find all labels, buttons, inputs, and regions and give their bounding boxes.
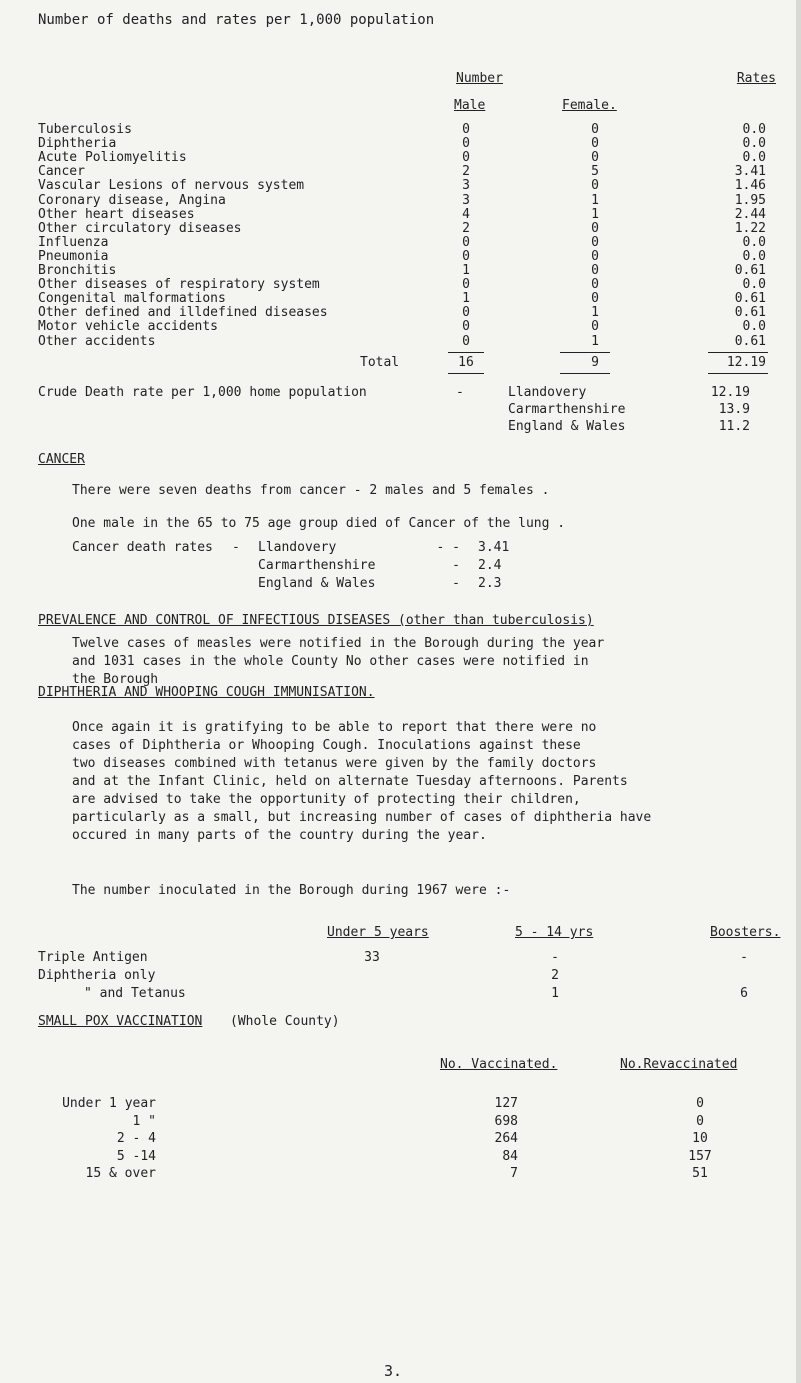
cause-label: Influenza: [38, 234, 109, 250]
female-count: 1: [591, 333, 599, 349]
cause-label: Congenital malformations: [38, 291, 226, 307]
inoculated-line: The number inoculated in the Borough during 1967 were :-: [72, 883, 511, 898]
male-count: 0: [462, 150, 470, 166]
female-count: 0: [591, 220, 599, 236]
cause-label: Cancer: [38, 164, 85, 180]
cause-label: Other circulatory diseases: [38, 220, 242, 236]
cancer-heading: CANCER: [38, 452, 85, 467]
page-title: Number of deaths and rates per 1,000 population: [38, 12, 435, 28]
death-rate: 2.44: [734, 206, 766, 222]
cause-label: Other heart diseases: [38, 206, 195, 222]
infectious-heading: PREVALENCE AND CONTROL OF INFECTIOUS DISEASES (other than tuberculosis): [38, 613, 594, 628]
vaccinated-count: 84: [502, 1148, 518, 1164]
female-count: 1: [591, 305, 599, 321]
age5-14-count: -: [551, 950, 559, 965]
female-count: 0: [591, 277, 599, 293]
female-count: 0: [591, 291, 599, 307]
crude-rate-area: England & Wales: [508, 419, 626, 434]
paragraph-line: two diseases combined with tetanus were given by the family doctors: [72, 756, 597, 771]
death-rate: 0.0: [742, 150, 766, 166]
crude-rate-value: 13.9: [718, 402, 750, 417]
death-rate: 1.95: [734, 192, 766, 208]
male-count: 0: [462, 277, 470, 293]
male-count: 3: [462, 178, 470, 194]
cause-label: Acute Poliomyelitis: [38, 150, 187, 166]
male-count: 1: [462, 291, 470, 307]
page-edge-shadow: [796, 0, 801, 1383]
female-count: 0: [591, 150, 599, 166]
female-count: 0: [591, 122, 599, 137]
cancer-rates-label: Cancer death rates: [72, 540, 213, 555]
cause-label: Vascular Lesions of nervous system: [38, 178, 305, 194]
paragraph-line: occured in many parts of the country during the year.: [72, 828, 487, 843]
cause-label: Diphtheria: [38, 136, 117, 152]
smallpox-subheading: (Whole County): [230, 1014, 340, 1029]
revaccinated-count: 157: [688, 1148, 712, 1164]
cause-label: Tuberculosis: [38, 122, 132, 137]
col-vaccinated: No. Vaccinated.: [440, 1057, 558, 1072]
female-count: 0: [591, 234, 599, 250]
vaccine-label: Triple Antigen: [38, 950, 148, 965]
total-rule2-male: [448, 373, 484, 374]
cancer-rate-area: Llandovery: [258, 540, 337, 555]
revaccinated-count: 10: [692, 1131, 708, 1146]
paragraph-line: cases of Diphtheria or Whooping Cough. Inoculations against these: [72, 738, 581, 753]
total-label: Total: [360, 355, 400, 370]
paragraph-line: the Borough: [72, 672, 159, 687]
vaccine-label: " and Tetanus: [84, 986, 186, 1001]
cause-label: Other accidents: [38, 333, 156, 349]
male-count: 2: [462, 164, 470, 180]
total-rule-rate: [708, 352, 768, 353]
age5-14-count: 1: [551, 986, 559, 1001]
death-rate: 1.22: [734, 220, 766, 236]
cancer-rate-dash: - -: [436, 540, 460, 555]
male-count: 0: [462, 305, 470, 321]
total-male: 16: [458, 355, 474, 370]
cancer-rate-area: Carmarthenshire: [258, 558, 376, 573]
cause-label: Motor vehicle accidents: [38, 319, 219, 335]
cancer-rate-value: 2.4: [478, 558, 502, 573]
female-count: 1: [591, 192, 599, 208]
paragraph-line: Twelve cases of measles were notified in the Borough during the year: [72, 636, 605, 651]
header-female: Female.: [562, 98, 617, 113]
female-count: 5: [591, 164, 599, 180]
vaccinated-count: 264: [494, 1131, 518, 1146]
boosters-count: -: [740, 950, 748, 965]
under5-count: 33: [364, 950, 380, 965]
male-count: 0: [462, 248, 470, 264]
revaccinated-count: 0: [696, 1113, 704, 1129]
age-group: 15 & over: [85, 1166, 156, 1181]
female-count: 1: [591, 206, 599, 222]
age-group: Under 1 year: [62, 1096, 156, 1111]
paragraph-line: are advised to take the opportunity of protecting their children,: [72, 792, 581, 807]
paragraph-line: Once again it is gratifying to be able to report that there were no: [72, 720, 597, 735]
death-rate: 0.0: [742, 136, 766, 152]
cancer-line-1: There were seven deaths from cancer - 2 males and 5 females .: [72, 483, 550, 498]
cause-label: Other diseases of respiratory system: [38, 277, 320, 293]
header-rates: Rates: [736, 71, 776, 86]
male-count: 0: [462, 319, 470, 335]
cancer-rate-dash: -: [452, 558, 460, 573]
male-count: 0: [462, 136, 470, 152]
header-number: Number: [456, 71, 503, 86]
vaccinated-count: 7: [510, 1166, 518, 1181]
female-count: 0: [591, 263, 599, 278]
cancer-rate-value: 3.41: [478, 540, 510, 555]
cancer-line-2: One male in the 65 to 75 age group died of Cancer of the lung .: [72, 516, 566, 531]
crude-rate-value: 12.19: [710, 385, 750, 400]
revaccinated-count: 0: [696, 1096, 704, 1111]
total-female: 9: [591, 355, 599, 370]
male-count: 2: [462, 220, 470, 236]
col-under5: Under 5 years: [327, 925, 429, 940]
total-rule2-rate: [708, 373, 768, 374]
cause-label: Other defined and illdefined diseases: [38, 305, 328, 321]
female-count: 0: [591, 178, 599, 194]
death-rate: 0.61: [734, 333, 766, 349]
crude-rate-area: Carmarthenshire: [508, 402, 626, 417]
death-rate: 0.0: [742, 277, 766, 293]
crude-rate-label: Crude Death rate per 1,000 home population: [38, 385, 367, 400]
total-rule2-female: [560, 373, 610, 374]
revaccinated-count: 51: [692, 1166, 708, 1181]
col-5to14: 5 - 14 yrs: [515, 925, 594, 940]
header-male: Male: [454, 98, 486, 113]
death-rate: 1.46: [734, 178, 766, 194]
paragraph-line: and 1031 cases in the whole County No other cases were notified in: [72, 654, 589, 669]
vaccine-label: Diphtheria only: [38, 968, 156, 983]
female-count: 0: [591, 248, 599, 264]
cancer-rate-area: England & Wales: [258, 576, 376, 591]
female-count: 0: [591, 136, 599, 152]
death-rate: 0.0: [742, 319, 766, 335]
paragraph-line: particularly as a small, but increasing number of cases of diphtheria have: [72, 810, 652, 825]
cancer-rate-dash: -: [452, 576, 460, 591]
smallpox-heading: SMALL POX VACCINATION: [38, 1014, 203, 1029]
cause-label: Bronchitis: [38, 263, 117, 278]
crude-rate-dash: -: [456, 385, 464, 400]
crude-rate-area: Llandovery: [508, 385, 587, 400]
male-count: 0: [462, 122, 470, 137]
page-number: 3.: [384, 1362, 403, 1380]
cause-label: Pneumonia: [38, 248, 109, 264]
age-group: 2 - 4: [116, 1131, 156, 1146]
male-count: 1: [462, 263, 470, 278]
boosters-count: 6: [740, 986, 748, 1001]
male-count: 0: [462, 234, 470, 250]
death-rate: 0.0: [742, 122, 766, 137]
death-rate: 0.61: [734, 305, 766, 321]
female-count: 0: [591, 319, 599, 335]
crude-rate-value: 11.2: [718, 419, 750, 434]
vaccinated-count: 698: [494, 1113, 518, 1129]
total-rate: 12.19: [726, 355, 766, 370]
col-revaccinated: No.Revaccinated: [620, 1057, 738, 1072]
total-rule-female: [560, 352, 610, 353]
cause-label: Coronary disease, Angina: [38, 192, 226, 208]
vaccinated-count: 127: [494, 1096, 518, 1111]
death-rate: 0.0: [742, 234, 766, 250]
death-rate: 0.0: [742, 248, 766, 264]
male-count: 3: [462, 192, 470, 208]
immunisation-heading: DIPHTHERIA AND WHOOPING COUGH IMMUNISATION.: [38, 685, 375, 700]
col-boosters: Boosters.: [710, 925, 781, 940]
death-rate: 0.61: [734, 291, 766, 307]
age5-14-count: 2: [551, 968, 559, 983]
death-rate: 0.61: [734, 263, 766, 278]
death-rate: 3.41: [734, 164, 766, 180]
male-count: 0: [462, 333, 470, 349]
age-group: 1 ": [132, 1113, 156, 1129]
age-group: 5 -14: [116, 1148, 156, 1164]
cancer-rate-value: 2.3: [478, 576, 502, 591]
cancer-rates-dash: -: [232, 540, 240, 555]
paragraph-line: and at the Infant Clinic, held on alternate Tuesday afternoons. Parents: [72, 774, 628, 789]
total-rule-male: [448, 352, 484, 353]
male-count: 4: [462, 206, 470, 222]
